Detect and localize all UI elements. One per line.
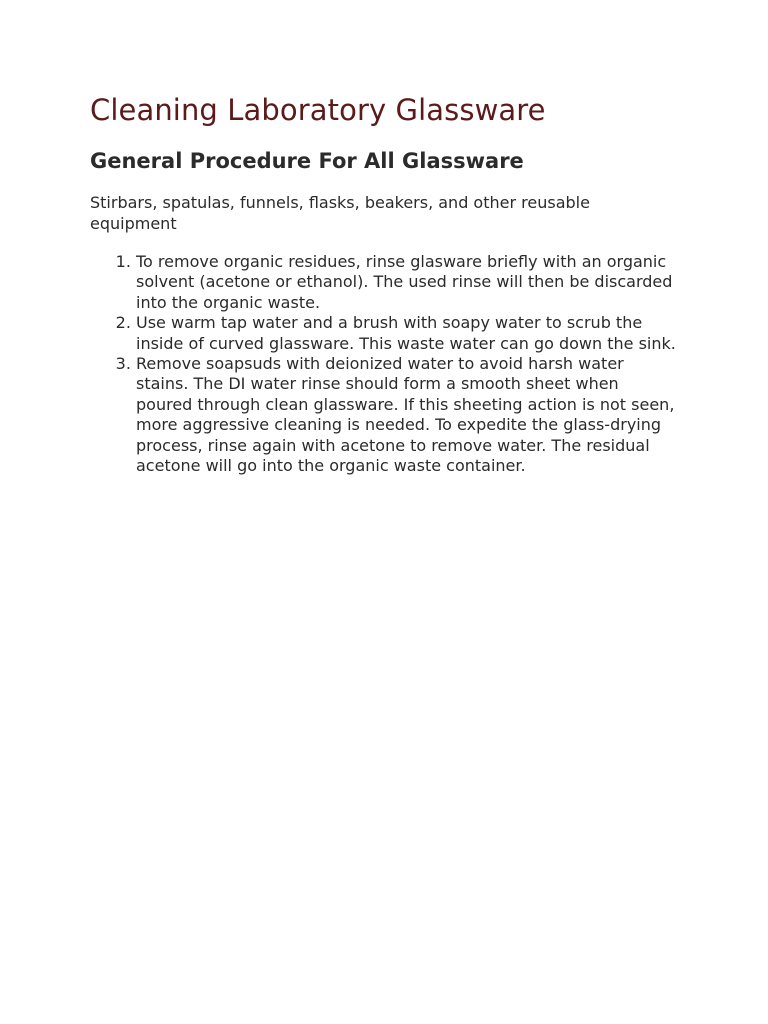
section-heading: General Procedure For All Glassware (90, 149, 524, 173)
document-body (90, 90, 680, 476)
procedure-step-1: 1. To remove organic residues, rinse glasware briefly with an organic solvent (acetone or ethanol). The used rinse will then be discarded into the organic waste. (136, 252, 680, 313)
intro-paragraph: Stirbars, spatulas, funnels, flasks, beakers, and other reusable equipment (90, 193, 590, 233)
page-title: Cleaning Laboratory Glassware (90, 93, 546, 127)
procedure-step-2: 2. Use warm tap water and a brush with soapy water to scrub the inside of curved glassware. This waste water can go down the sink. (136, 313, 680, 354)
procedure-list (90, 252, 680, 476)
procedure-step-3: 3. Remove soapsuds with deionized water to avoid harsh water stains. The DI water rinse should form a smooth sheet when poured through clean glassware. If this sheeting action is not seen, more aggressive cleaning is needed. To expedite the glass-drying process, rinse again with acetone to remove water. The residual acetone will go into the organic waste container. (136, 354, 680, 476)
